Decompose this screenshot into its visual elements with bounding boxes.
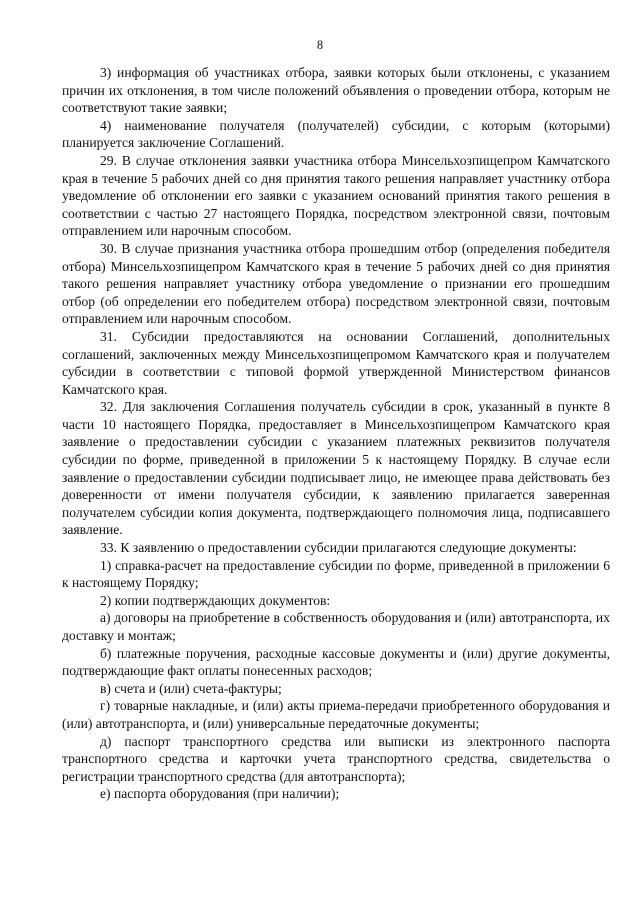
list-item-v: в) счета и (или) счета-фактуры; [100,680,282,696]
paragraph-item-3: 3) информация об участниках отбора, заявки которых были отклонены, с указанием причин их отклонения, в том числе положений объявления о проведении отбора, которым не соответствуют такие заявки; [62,65,610,116]
page-number: 8 [316,38,324,52]
list-item-2: 2) копии подтверждающих документов: [100,592,331,608]
paragraph-item-4: 4) наименование получателя (получателей) субсидии, с которым (которыми) планируется заключение Соглашений. [62,117,610,151]
list-item-b: б) платежные поручения, расходные кассовые документы и (или) другие документы, подтверждающие факт оплаты понесенных расходов; [62,645,610,679]
list-item-e: е) паспорта оборудования (при наличии); [100,786,340,802]
paragraph-29: 29. В случае отклонения заявки участника отбора Минсельхозпищепром Камчатского края в течение 5 рабочих дней со дня принятия такого решения направляет участнику отбора уведомление об отклонении его заявки с указанием оснований принятия такого решения в соответствии с частью 27 настоящего Порядка, посредством электронной связи, почтовым отправлением или нарочным способом. [62,152,610,239]
paragraph-30: 30. В случае признания участника отбора прошедшим отбор (определения победителя отбора) Минсельхозпищепром Камчатского края в течение 5 рабочих дней со дня принятия такого решения направляет участнику отбора уведомление о признании его прошедшим отбор (об определении его победителем отбора) посредством электронной связи, почтовым отправлением или нарочным способом. [62,240,610,327]
document-body [62,64,610,803]
paragraph-33: 33. К заявлению о предоставлении субсидии прилагаются следующие документы: [100,540,577,556]
paragraph-31: 31. Субсидии предоставляются на основании Соглашений, дополнительных соглашений, заключенных между Минсельхозпищепромом Камчатского края и получателем субсидии в соответствии с типовой формой утвержденной Министерством финансов Камчатского края. [62,328,610,397]
list-item-a: а) договоры на приобретение в собственность оборудования и (или) автотранспорта, их доставку и монтаж; [62,610,610,643]
list-item-1: 1) справка-расчет на предоставление субсидии по форме, приведенной в приложении 6 к настоящему Порядку; [62,557,610,591]
list-item-g: г) товарные накладные, и (или) акты приема-передачи приобретенного оборудования и (или) автотранспорта, и (или) универсальные передаточные документы; [62,698,610,731]
paragraph-32: 32. Для заключения Соглашения получатель субсидии в срок, указанный в пункте 8 части 10 настоящего Порядка, предоставляет в Минсельхозпищепром Камчатского края заявление о предоставлении субсидии с указанием платежных реквизитов получателя субсидии по форме, приведенной в приложении 5 к настоящему Порядку. В случае если заявление о предоставлении субсидии подписывает лицо, не имеющее права действовать без доверенности от имени получателя субсидии, к заявлению прилагается заверенная получателем субсидии копия документа, подтверждающего полномочия лица, подписавшего заявление. [62,399,610,538]
list-item-d: д) паспорт транспортного средства или выписки из электронного паспорта транспортного средства и карточки учета транспортного средства, свидетельства о регистрации транспортного средства (для автотранспорта); [62,733,610,784]
